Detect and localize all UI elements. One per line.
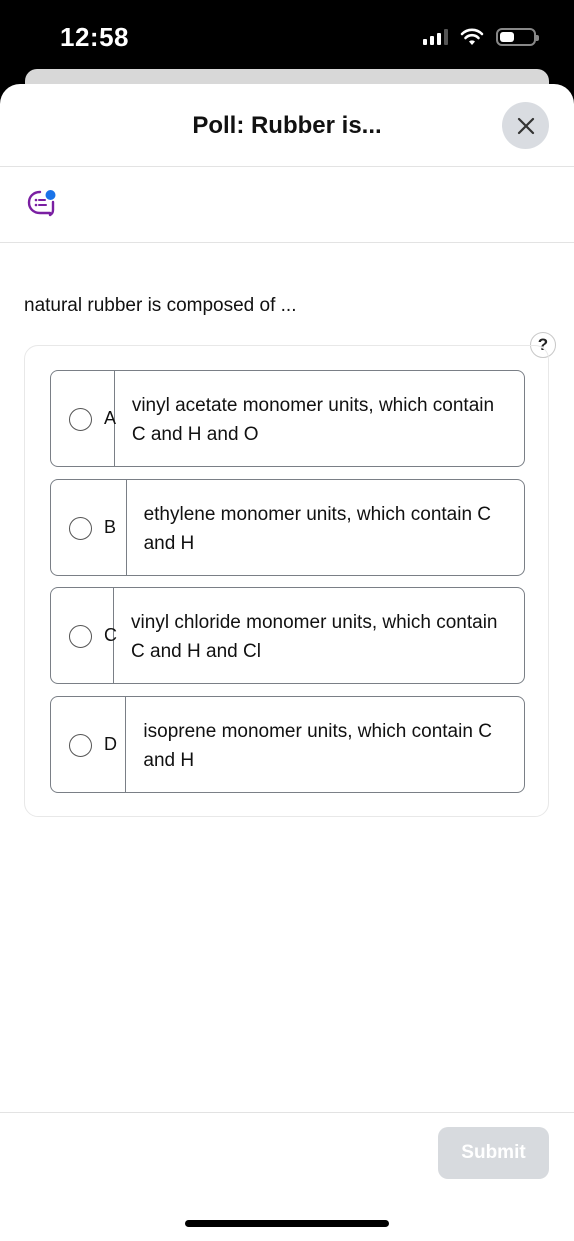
- close-button[interactable]: [502, 102, 549, 149]
- option-letter: B: [104, 517, 117, 537]
- status-bar: [0, 0, 574, 70]
- radio-button[interactable]: [69, 625, 92, 648]
- option-a[interactable]: [50, 370, 525, 467]
- option-text: vinyl chloride monomer units, which contain C and H and Cl: [131, 612, 498, 662]
- status-icons: [423, 28, 536, 46]
- option-text: isoprene monomer units, which contain C and H: [143, 721, 492, 771]
- close-icon: [516, 116, 536, 136]
- option-text: vinyl acetate monomer units, which contain C and H and O: [131, 395, 495, 445]
- poll-toolbar: [0, 167, 574, 243]
- wifi-icon: [460, 28, 484, 46]
- option-d[interactable]: [50, 696, 525, 793]
- status-time: 12:58: [60, 22, 129, 52]
- sheet-header: [0, 84, 574, 167]
- home-indicator[interactable]: [185, 1220, 389, 1227]
- poll-chat-icon: [26, 189, 58, 219]
- option-letter: D: [104, 734, 117, 754]
- option-b[interactable]: [50, 479, 525, 576]
- option-c[interactable]: [50, 587, 525, 684]
- poll-sheet: [0, 84, 574, 1241]
- option-letter: C: [104, 625, 117, 645]
- submit-button[interactable]: Submit: [438, 1127, 549, 1179]
- options-container: [24, 345, 549, 817]
- radio-button[interactable]: [69, 408, 92, 431]
- radio-button[interactable]: [69, 517, 92, 540]
- option-text: ethylene monomer units, which contain C and H: [143, 504, 492, 554]
- battery-icon: [496, 28, 536, 46]
- signal-icon: [423, 29, 448, 45]
- option-letter: A: [104, 408, 117, 428]
- radio-button[interactable]: [69, 734, 92, 757]
- help-button[interactable]: ?: [530, 332, 556, 358]
- page-title: Poll: Rubber is...: [192, 112, 382, 139]
- question-text: natural rubber is composed of ...: [24, 295, 297, 316]
